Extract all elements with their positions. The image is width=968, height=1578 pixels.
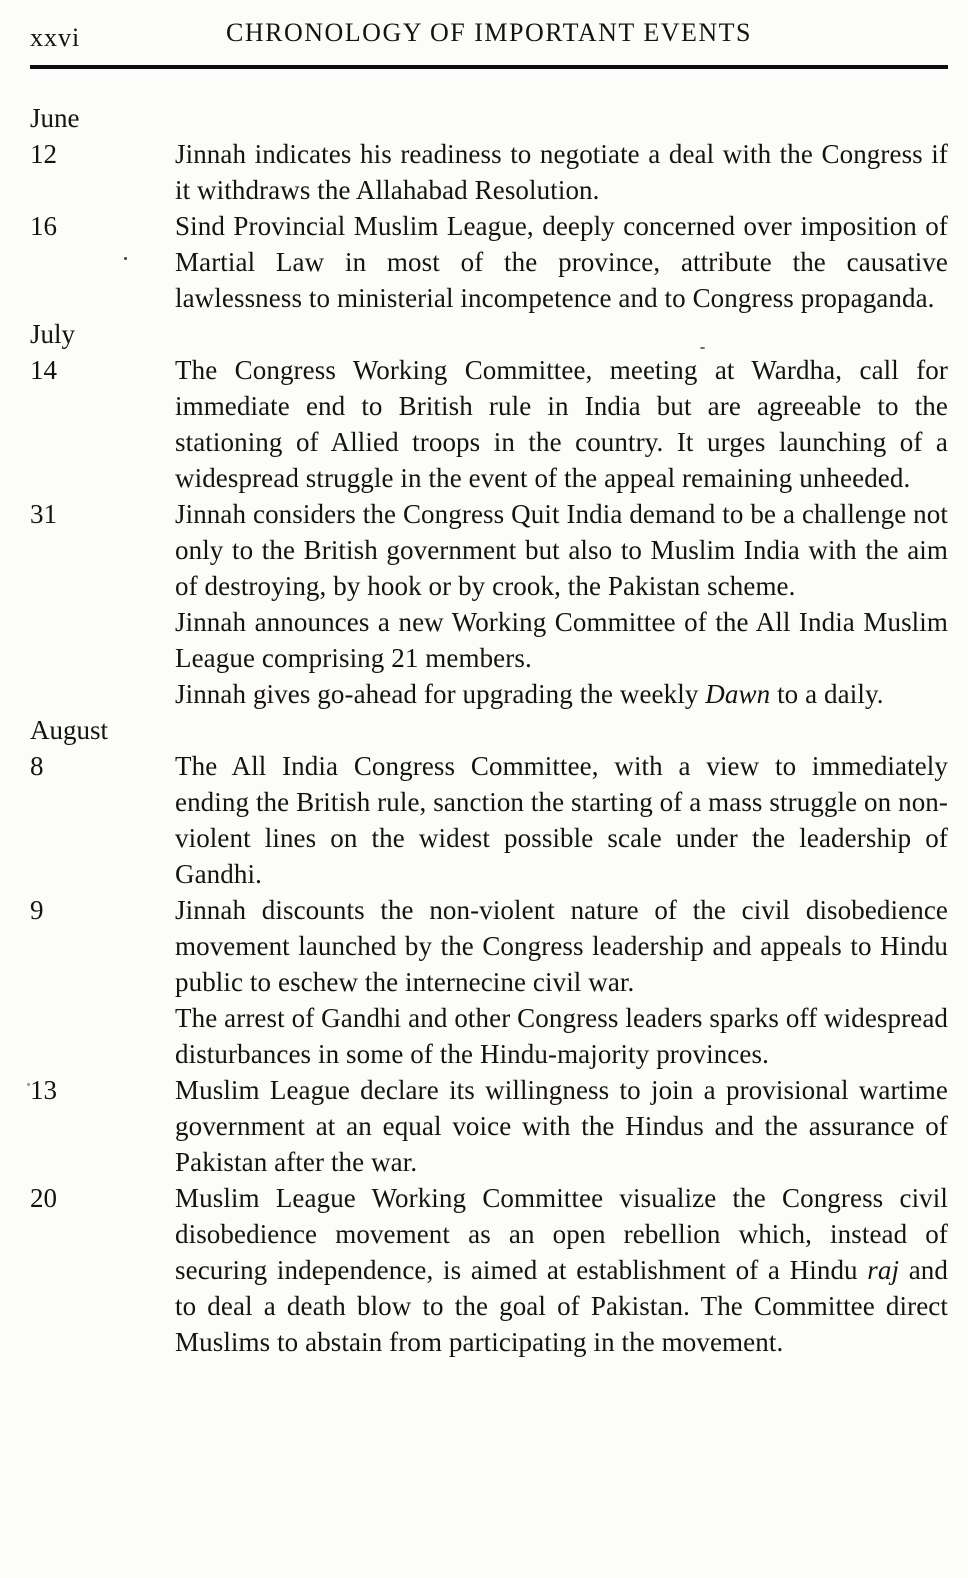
- month-section: [30, 316, 948, 712]
- chronology-entry: [30, 136, 948, 208]
- page-number: xxvi: [30, 23, 81, 52]
- entry-text: Muslim League declare its willingness to join a provisional wartime government at an equal voice with the Hindus and the assurance of Pakistan after the war.: [175, 1075, 948, 1177]
- entry-text: Muslim League Working Committee visualize the Congress civil disobedience movement as an open rebellion which, instead of securing independence, is aimed at establishment of a Hindu raj and to deal a death blow to the goal of Pakistan. The Committee direct Muslims to abstain from participating in the movement.: [175, 1183, 948, 1357]
- month-section: [30, 100, 948, 316]
- chronology-entry: [30, 1180, 948, 1360]
- scan-speck: [27, 1083, 30, 1086]
- entry-day: 8: [30, 751, 44, 781]
- chronology-entry: [30, 496, 948, 604]
- month-section: [30, 712, 948, 1360]
- entry-day: 13: [30, 1075, 57, 1105]
- entry-day: 20: [30, 1183, 57, 1213]
- scan-speck: [700, 347, 705, 349]
- entry-day: 14: [30, 355, 57, 385]
- entry-day: 9: [30, 895, 44, 925]
- month-entries: [30, 748, 948, 1360]
- chronology-list: [30, 100, 948, 1360]
- chronology-entry: [30, 352, 948, 496]
- running-header-title: CHRONOLOGY OF IMPORTANT EVENTS: [226, 18, 752, 47]
- entry-text: Jinnah considers the Congress Quit India demand to be a challenge not only to the British government but also to Muslim India with the aim of destroying, by hook or by crook, the Pakistan scheme.: [175, 499, 948, 601]
- entry-text: Jinnah indicates his readiness to negotiate a deal with the Congress if it withdraws the Allahabad Resolution.: [175, 139, 948, 205]
- entry-day: 12: [30, 139, 57, 169]
- entry-day: 31: [30, 499, 57, 529]
- chronology-entry: [30, 1000, 948, 1072]
- month-entries: [30, 136, 948, 316]
- chronology-entry: [30, 892, 948, 1000]
- chronology-entry: [30, 604, 948, 676]
- chronology-entry: [30, 208, 948, 316]
- entry-text: Jinnah gives go-ahead for upgrading the weekly Dawn to a daily.: [175, 679, 884, 709]
- chronology-entry: [30, 748, 948, 892]
- page-header: [30, 18, 948, 52]
- entry-text: The All India Congress Committee, with a view to immediately ending the British rule, sanction the starting of a mass struggle on non-violent lines on the widest possible scale under the leadership of Gandhi.: [175, 751, 948, 889]
- month-heading: June: [30, 103, 80, 133]
- entry-text: Sind Provincial Muslim League, deeply concerned over imposition of Martial Law in most of the province, attribute the causative lawlessness to ministerial incompetence and to Congress propaganda.: [175, 211, 948, 313]
- entry-text: The arrest of Gandhi and other Congress leaders sparks off widespread disturbances in some of the Hindu-majority provinces.: [175, 1003, 948, 1069]
- entry-text: Jinnah discounts the non-violent nature of the civil disobedience movement launched by the Congress leadership and appeals to Hindu public to eschew the internecine civil war.: [175, 895, 948, 997]
- month-heading: July: [30, 319, 76, 349]
- scan-speck: [124, 257, 127, 260]
- entry-text: Jinnah announces a new Working Committee of the All India Muslim League comprising 21 members.: [175, 607, 948, 673]
- chronology-entry: [30, 1072, 948, 1180]
- month-entries: [30, 352, 948, 712]
- month-heading: August: [30, 715, 109, 745]
- chronology-entry: [30, 676, 948, 712]
- header-rule: [30, 65, 948, 69]
- entry-day: 16: [30, 211, 57, 241]
- entry-text: The Congress Working Committee, meeting at Wardha, call for immediate end to British rule in India but are agreeable to the stationing of Allied troops in the country. It urges launching of a widespread struggle in the event of the appeal remaining unheeded.: [175, 355, 948, 493]
